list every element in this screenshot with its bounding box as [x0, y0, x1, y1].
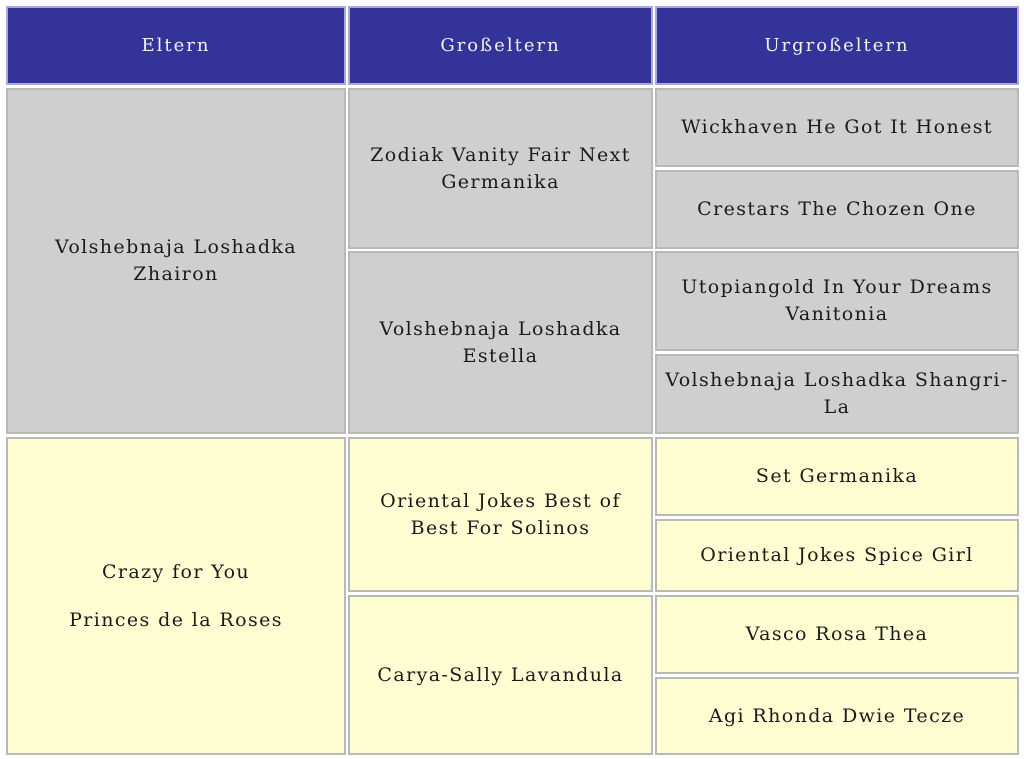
sire-cell — [6, 88, 346, 434]
sire-name: Volshebnaja Loshadka Zhairon — [54, 236, 298, 285]
header-parents: Eltern — [6, 6, 346, 85]
great-grandparent-name: Utopiangold In Your Dreams Vanitonia — [681, 276, 993, 325]
dam-great-grandparent-1 — [655, 437, 1019, 516]
great-grandparent-name: Volshebnaja Loshadka Shangri-La — [665, 369, 1009, 418]
dam-grandparent-1 — [348, 437, 653, 592]
sire-great-grandparent-3 — [655, 251, 1019, 351]
dam-great-grandparent-4 — [655, 677, 1019, 755]
grandparent-name: Zodiak Vanity Fair Next Germanika — [370, 143, 631, 193]
sire-great-grandparent-4 — [655, 354, 1019, 434]
header-great-grandparents: Urgroßeltern — [655, 6, 1019, 85]
dam-name-line2: Princes de la Roses — [69, 608, 283, 631]
great-grandparent-name: Crestars The Chozen One — [697, 198, 977, 220]
sire-great-grandparent-2 — [655, 170, 1019, 249]
great-grandparent-name: Set Germanika — [755, 465, 919, 487]
dam-cell — [6, 437, 346, 755]
dam-grandparent-2 — [348, 595, 653, 755]
grandparent-name: Volshebnaja Loshadka Estella — [379, 317, 622, 367]
dam-great-grandparent-2 — [655, 519, 1019, 592]
grandparent-name: Carya-Sally Lavandula — [377, 663, 624, 686]
grandparent-name: Oriental Jokes Best of Best For Solinos — [380, 489, 621, 539]
header-grandparents: Großeltern — [348, 6, 653, 85]
sire-great-grandparent-1 — [655, 88, 1019, 167]
dam-great-grandparent-3 — [655, 595, 1019, 674]
sire-grandparent-1 — [348, 88, 653, 249]
dam-name: Crazy for You — [101, 560, 251, 583]
sire-grandparent-2 — [348, 251, 653, 434]
great-grandparent-name: Vasco Rosa Thea — [745, 623, 929, 645]
great-grandparent-name: Wickhaven He Got It Honest — [681, 116, 993, 138]
great-grandparent-name: Agi Rhonda Dwie Tecze — [708, 704, 966, 727]
great-grandparent-name: Oriental Jokes Spice Girl — [700, 544, 974, 566]
